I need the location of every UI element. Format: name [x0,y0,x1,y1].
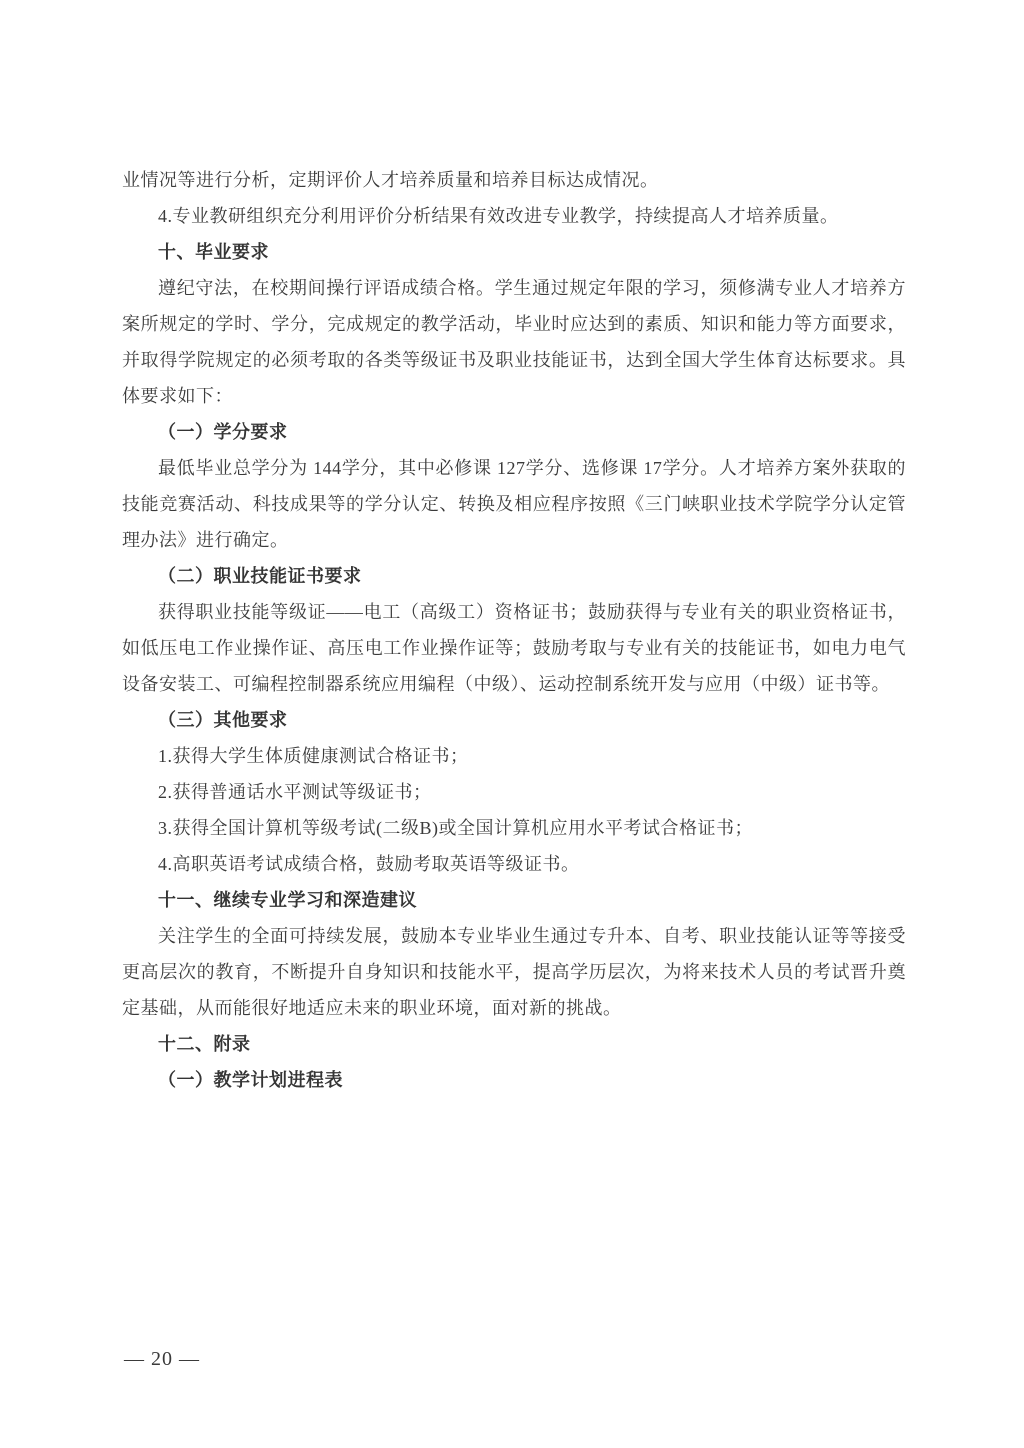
heading-section-10-graduation-requirements: 十、毕业要求 [158,242,269,262]
heading-credit-requirements: （一）学分要求 [158,422,288,442]
paragraph-improve-teaching: 4.专业教研组织充分利用评价分析结果有效改进专业教学，持续提高人才培养质量。 [158,206,839,226]
document-body [122,162,906,1098]
heading-other-requirements: （三）其他要求 [158,710,288,730]
heading-section-11-further-study: 十一、继续专业学习和深造建议 [158,890,417,910]
page-number: — 20 — [124,1348,200,1370]
list-item-english-certificate: 4.高职英语考试成绩合格，鼓励考取英语等级证书。 [158,854,580,874]
heading-section-12-appendix: 十二、附录 [158,1034,251,1054]
body-text-continuation: 业情况等进行分析，定期评价人才培养质量和培养目标达成情况。 [122,170,659,190]
heading-vocational-certificate-requirements: （二）职业技能证书要求 [158,566,362,586]
list-item-fitness-certificate: 1.获得大学生体质健康测试合格证书； [158,746,469,766]
paragraph-credit-details: 最低毕业总学分为 144学分，其中必修课 127学分、选修课 17学分。人才培养方案外获取的技能竞赛活动、科技成果等的学分认定、转换及相应程序按照《三门峡职业技术学院学分认定管理办法》进行确定。 [122,458,906,550]
list-item-computer-certificate: 3.获得全国计算机等级考试(二级B)或全国计算机应用水平考试合格证书； [158,818,753,838]
paragraph-further-study-details: 关注学生的全面可持续发展，鼓励本专业毕业生通过专升本、自考、职业技能认证等等接受更高层次的教育，不断提升自身知识和技能水平，提高学历层次，为将来技术人员的考试晋升奠定基础，从而能很好地适应未来的职业环境，面对新的挑战。 [122,926,906,1018]
paragraph-graduation-overview: 遵纪守法，在校期间操行评语成绩合格。学生通过规定年限的学习，须修满专业人才培养方案所规定的学时、学分，完成规定的教学活动，毕业时应达到的素质、知识和能力等方面要求，并取得学院规定的必须考取的各类等级证书及职业技能证书，达到全国大学生体育达标要求。具体要求如下： [122,278,906,406]
paragraph-certificate-details: 获得职业技能等级证——电工（高级工）资格证书；鼓励获得与专业有关的职业资格证书，如低压电工作业操作证、高压电工作业操作证等；鼓励考取与专业有关的技能证书，如电力电气设备安装工、可编程控制器系统应用编程（中级）、运动控制系统开发与应用（中级）证书等。 [122,602,906,694]
list-item-mandarin-certificate: 2.获得普通话水平测试等级证书； [158,782,432,802]
heading-appendix-teaching-plan-table: （一）教学计划进程表 [158,1070,343,1090]
